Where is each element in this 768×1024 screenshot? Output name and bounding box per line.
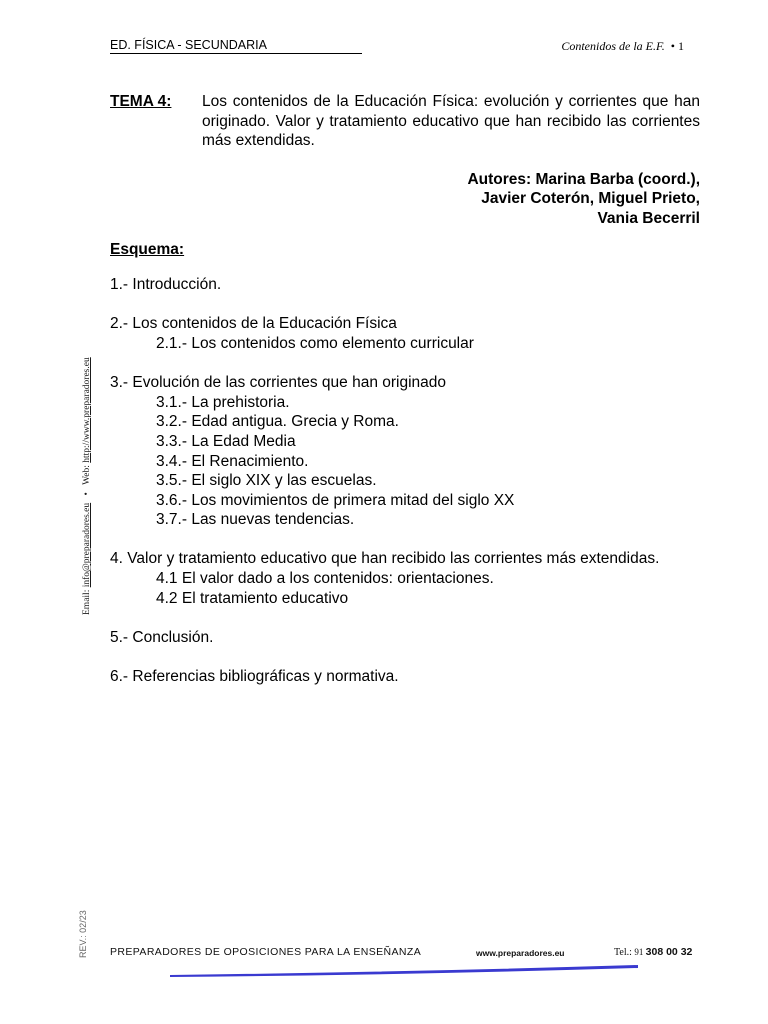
outline-subitem: 3.3.- La Edad Media — [156, 432, 296, 450]
email-label: Email: — [82, 587, 92, 615]
tema-title: Los contenidos de la Educación Física: evolución y corrientes que han originado. Valor y tratamiento educativo que han recibido las corrientes más extendidas. — [202, 93, 700, 150]
header-subject: ED. FÍSICA - SECUNDARIA — [110, 38, 362, 54]
outline-item-label: 3.- Evolución de las corrientes que han originado — [110, 374, 447, 392]
tel-prefix: 91 — [634, 947, 646, 957]
footer-organization: PREPARADORES DE OPOSICIONES PARA LA ENSEÑANZA — [110, 946, 422, 958]
page-number: 1 — [678, 39, 684, 53]
header-bullet: • — [670, 39, 675, 53]
outline-subitem: 3.4.- El Renacimiento. — [156, 452, 309, 470]
outline-item-label: 4. Valor y tratamiento educativo que han recibido las corrientes más extendidas. — [110, 550, 660, 568]
authors-block — [110, 170, 700, 229]
outline-subitem: 4.1 El valor dado a los contenidos: orientaciones. — [156, 570, 494, 588]
author-line: Javier Coterón, Miguel Prieto, — [481, 190, 700, 208]
sidebar-contact — [82, 357, 92, 615]
outline-item-label: 1.- Introducción. — [110, 276, 222, 294]
web-label: Web: — [82, 462, 92, 485]
header-page-info — [561, 39, 684, 54]
author-line: Autores: Marina Barba (coord.), — [467, 170, 700, 188]
esquema-title: Esquema: — [110, 240, 185, 258]
outline-item — [110, 549, 700, 608]
web-link[interactable]: http://www.preparadores.eu — [82, 357, 92, 463]
email-link[interactable]: info@preparadores.eu — [82, 502, 92, 588]
outline-item — [110, 373, 700, 530]
outline-subitem: 3.2.- Edad antigua. Grecia y Roma. — [156, 413, 399, 431]
outline-item — [110, 628, 700, 648]
revision-label: REV.: 02/23 — [78, 910, 88, 958]
outline-subitem: 4.2 El tratamiento educativo — [156, 589, 349, 607]
outline-subitem: 3.5.- El siglo XIX y las escuelas. — [156, 472, 377, 490]
footer-decorative-line — [168, 962, 640, 978]
tema-label: TEMA 4: — [110, 93, 172, 110]
outline-subitem: 3.6.- Los movimientos de primera mitad del siglo XX — [156, 491, 515, 509]
document-body — [110, 92, 700, 706]
tema-heading — [110, 92, 700, 151]
footer-url[interactable]: www.preparadores.eu — [476, 948, 565, 958]
outline-item-label: 5.- Conclusión. — [110, 628, 214, 646]
tel-number: 308 00 32 — [645, 946, 693, 958]
outline-item — [110, 275, 700, 295]
outline-subitem: 3.7.- Las nuevas tendencias. — [156, 511, 355, 529]
tel-label: Tel.: — [614, 947, 635, 958]
author-line: Vania Becerril — [597, 209, 700, 227]
outline-item — [110, 667, 700, 687]
sidebar-separator: • — [82, 492, 92, 496]
footer-phone — [614, 946, 692, 958]
outline-subitem: 2.1.- Los contenidos como elemento curricular — [156, 334, 474, 352]
esquema-outline — [110, 275, 700, 686]
outline-item-label: 6.- Referencias bibliográficas y normativa. — [110, 668, 399, 686]
outline-item — [110, 314, 700, 353]
outline-item-label: 2.- Los contenidos de la Educación Física — [110, 315, 397, 333]
header-section-title: Contenidos de la E.F. — [561, 39, 665, 53]
outline-subitem: 3.1.- La prehistoria. — [156, 393, 290, 411]
